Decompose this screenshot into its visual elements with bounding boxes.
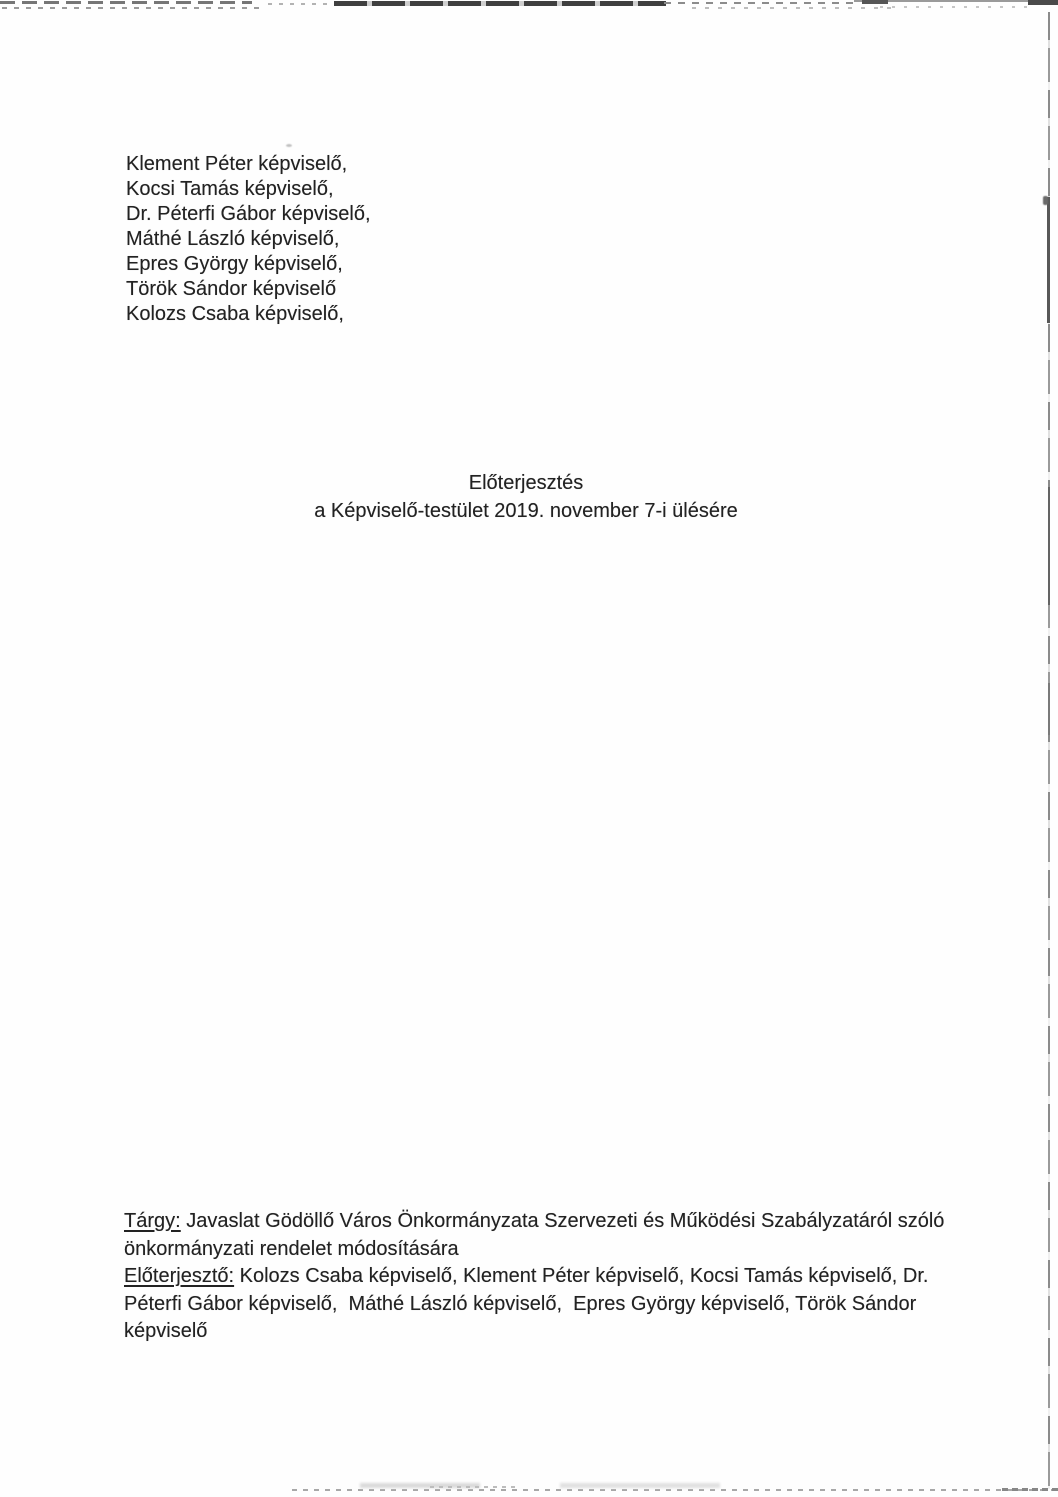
subject-label: Tárgy: [124, 1210, 181, 1232]
scan-artifact-top-edge [0, 1, 252, 4]
title-block [0, 469, 1052, 525]
presenter-line-3: képviselő [124, 1320, 208, 1342]
scan-artifact-right-edge [1043, 196, 1048, 205]
subject-text: Javaslat Gödöllő Város Önkormányzata Szervezeti és Működési Szabályzatáról szóló [180, 1210, 945, 1232]
scan-artifact-bottom-edge [360, 1483, 480, 1488]
scan-artifact-bottom-edge [1002, 1488, 1058, 1491]
scan-artifact-top-edge [1028, 0, 1058, 5]
presenter-label: Előterjesztő: [124, 1265, 235, 1287]
scan-artifact-top-edge [880, 6, 1030, 8]
presenter-line-1 [124, 1263, 1024, 1291]
scan-artifact-right-edge [1048, 683, 1050, 735]
document-subtitle: a Képviselő-testület 2019. november 7-i ülésére [314, 500, 738, 522]
scan-artifact-bottom-edge [560, 1483, 720, 1488]
addressee-list [126, 152, 371, 327]
subject-line-2: önkormányzati rendelet módosítására [124, 1237, 459, 1260]
scan-artifact-top-edge [692, 7, 892, 9]
scan-artifact-speck [286, 144, 292, 147]
scan-artifact-top-edge [334, 1, 666, 6]
subject-line-1 [124, 1208, 1024, 1236]
subject-presenter-block [124, 1208, 1024, 1346]
scan-artifact-top-edge [664, 2, 856, 4]
scan-artifact-bottom-edge [430, 1486, 520, 1488]
addressee-line: Epres György képviselő, [126, 253, 343, 275]
scan-artifact-top-edge [854, 0, 1058, 2]
addressee-line: Máthé László képviselő, [126, 228, 340, 250]
document-title: Előterjesztés [468, 472, 584, 494]
addressee-line: Dr. Péterfi Gábor képviselő, [126, 203, 371, 225]
addressee-line: Klement Péter képviselő, [126, 153, 348, 175]
scan-artifact-right-edge [1048, 12, 1050, 1489]
presenter-text: Kolozs Csaba képviselő, Klement Péter képviselő, Kocsi Tamás képviselő, Dr. [234, 1265, 929, 1287]
scan-artifact-top-edge [2, 7, 260, 9]
scan-artifact-top-edge [268, 3, 360, 5]
addressee-line: Kolozs Csaba képviselő, [126, 303, 344, 325]
scan-artifact-bottom-edge [292, 1489, 1058, 1491]
scan-artifact-right-edge [1047, 197, 1050, 323]
presenter-line-2: Péterfi Gábor képviselő, Máthé László képviselő, Epres György képviselő, Török Sándor [124, 1292, 917, 1315]
addressee-line: Kocsi Tamás képviselő, [126, 178, 334, 200]
scan-artifact-top-edge [862, 0, 888, 4]
addressee-line: Török Sándor képviselő [126, 278, 337, 300]
